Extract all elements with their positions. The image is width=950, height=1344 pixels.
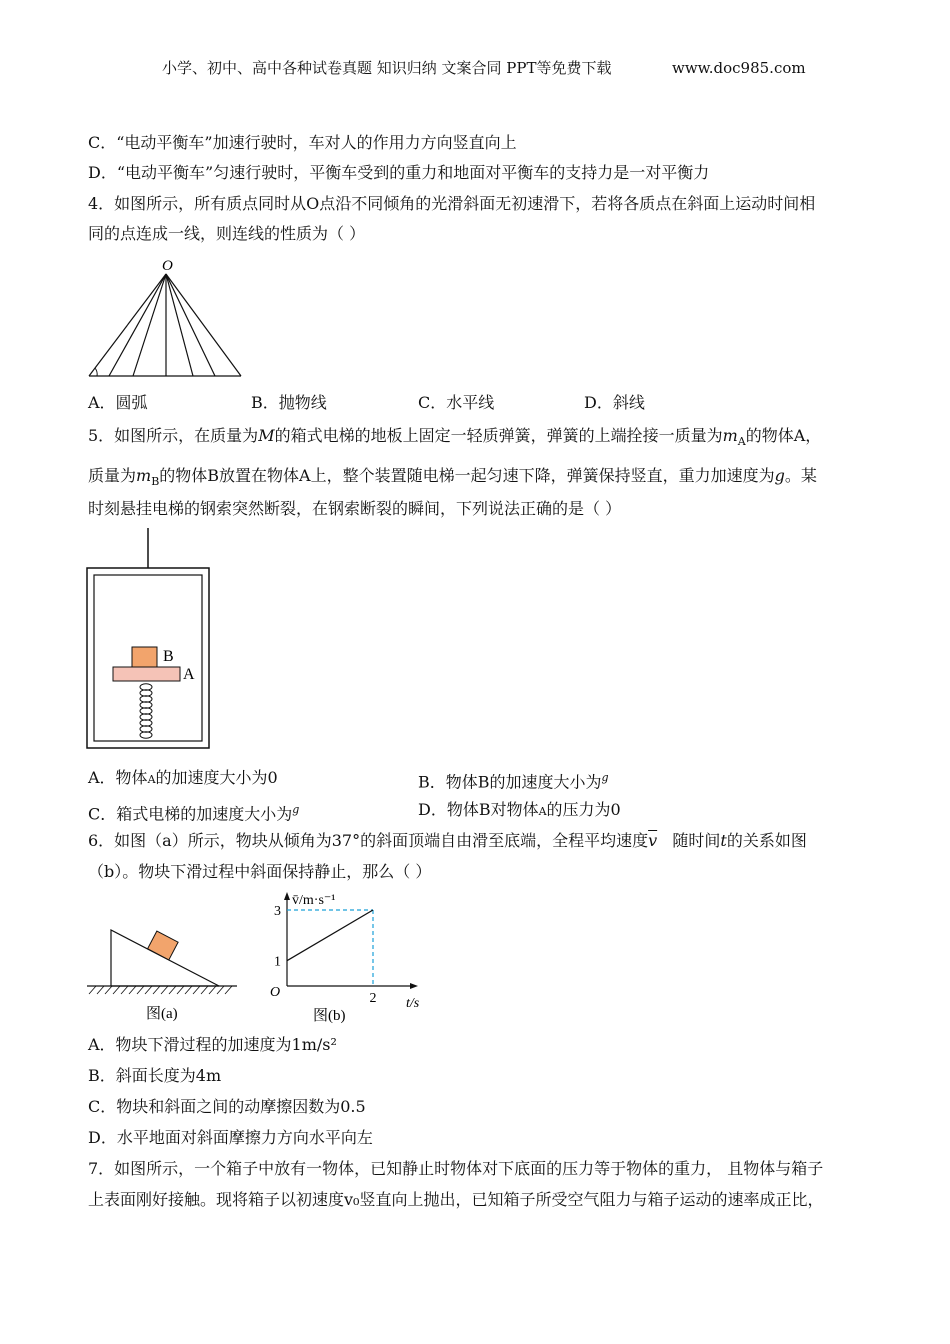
origin-label: O [270,985,281,1000]
q4-option-c: C．水平线 [418,393,495,412]
q5-stem-line3: 时刻悬挂电梯的钢索突然断裂，在钢索断裂的瞬间，下列说法正确的是（ ） [88,499,622,518]
q4-figure-label-o: O [162,258,173,274]
y-tick-label: 1 [274,954,281,970]
q6-option-d: D．水平地面对斜面摩擦力方向水平向左 [88,1128,373,1147]
q6-option-b: B．斜面长度为4m [88,1066,222,1085]
x-tick-label: 2 [369,991,377,1006]
q5-stem-line1: 5．如图所示，在质量为M的箱式电梯的地板上固定一轻质弹簧，弹簧的上端拴接一质量为$m_A$的物体A， [88,426,822,449]
q5-option-d: D．物体B对物体A的压力为0 [418,800,621,819]
y-axis-arrow [284,892,290,900]
q6-graph-b [262,886,432,1028]
q3-option-d: D．“电动平衡车”匀速行驶时，平衡车受到的重力和地面对平衡车的支持力是一对平衡力 [88,163,710,182]
q6-option-c: C．物块和斜面之间的动摩擦因数为0.5 [88,1097,366,1116]
q5-option-b: B．物体B的加速度大小为$^g$ [418,771,609,792]
q6-figure-a [85,920,245,1026]
q5-option-c: C．箱式电梯的加速度大小为$^g$ [88,803,300,824]
q4-option-b: B．抛物线 [251,393,327,412]
q4-figure [85,254,250,384]
y-axis-label: v̄/m·s⁻¹ [292,893,336,908]
q6-stem-line2: （b）。物块下滑过程中斜面保持静止，那么（ ） [88,862,432,881]
q5-figure-label-a: A [183,666,195,683]
x-axis-label: t/s [406,996,420,1011]
series-line [287,910,373,961]
q4-option-d: D．斜线 [584,393,645,412]
q3-option-c: C．“电动平衡车”加速行驶时，车对人的作用力方向竖直向上 [88,133,517,152]
q6-option-a: A．物块下滑过程的加速度为1m/s² [88,1035,337,1054]
header-text: 小学、初中、高中各种试卷真题 知识归纳 文案合同 PPT等免费下载 [162,59,612,77]
q5-elevator-figure [85,528,213,752]
header-url[interactable]: www.doc985.com [672,59,806,77]
q4-stem-line1: 4．如图所示，所有质点同时从O点沿不同倾角的光滑斜面无初速滑下，若将各质点在斜面上运动时间相 [88,194,816,213]
q5-stem-line2: 质量为$m_B$的物体B放置在物体A上，整个装置随电梯一起匀速下降，弹簧保持竖直，重力加速度为g。某 [88,466,817,489]
q6-figure-b-caption: 图(b) [313,1008,346,1024]
q4-stem-line2: 同的点连成一线，则连线的性质为（ ） [88,224,366,243]
x-axis-arrow [410,983,418,989]
q7-stem-line1: 7．如图所示，一个箱子中放有一物体，已知静止时物体对下底面的压力等于物体的重力， 且物体与箱子 [88,1159,824,1178]
q5-figure-label-b: B [163,648,174,665]
q6-stem-line1: 6．如图（a）所示，物块从倾角为37°的斜面顶端自由滑至底端，全程平均速度$\overline{v}$ 随时间t的关系如图 [88,831,807,850]
q5-option-a: A．物体A的加速度大小为0 [88,768,278,787]
q7-stem-line2: 上表面刚好接触。现将箱子以初速度v₀竖直向上抛出，已知箱子所受空气阻力与箱子运动的速率成正比， [88,1190,824,1209]
q4-option-a: A．圆弧 [88,393,148,412]
q6-figure-a-caption: 图(a) [146,1006,178,1022]
y-tick-label: 3 [274,904,281,919]
